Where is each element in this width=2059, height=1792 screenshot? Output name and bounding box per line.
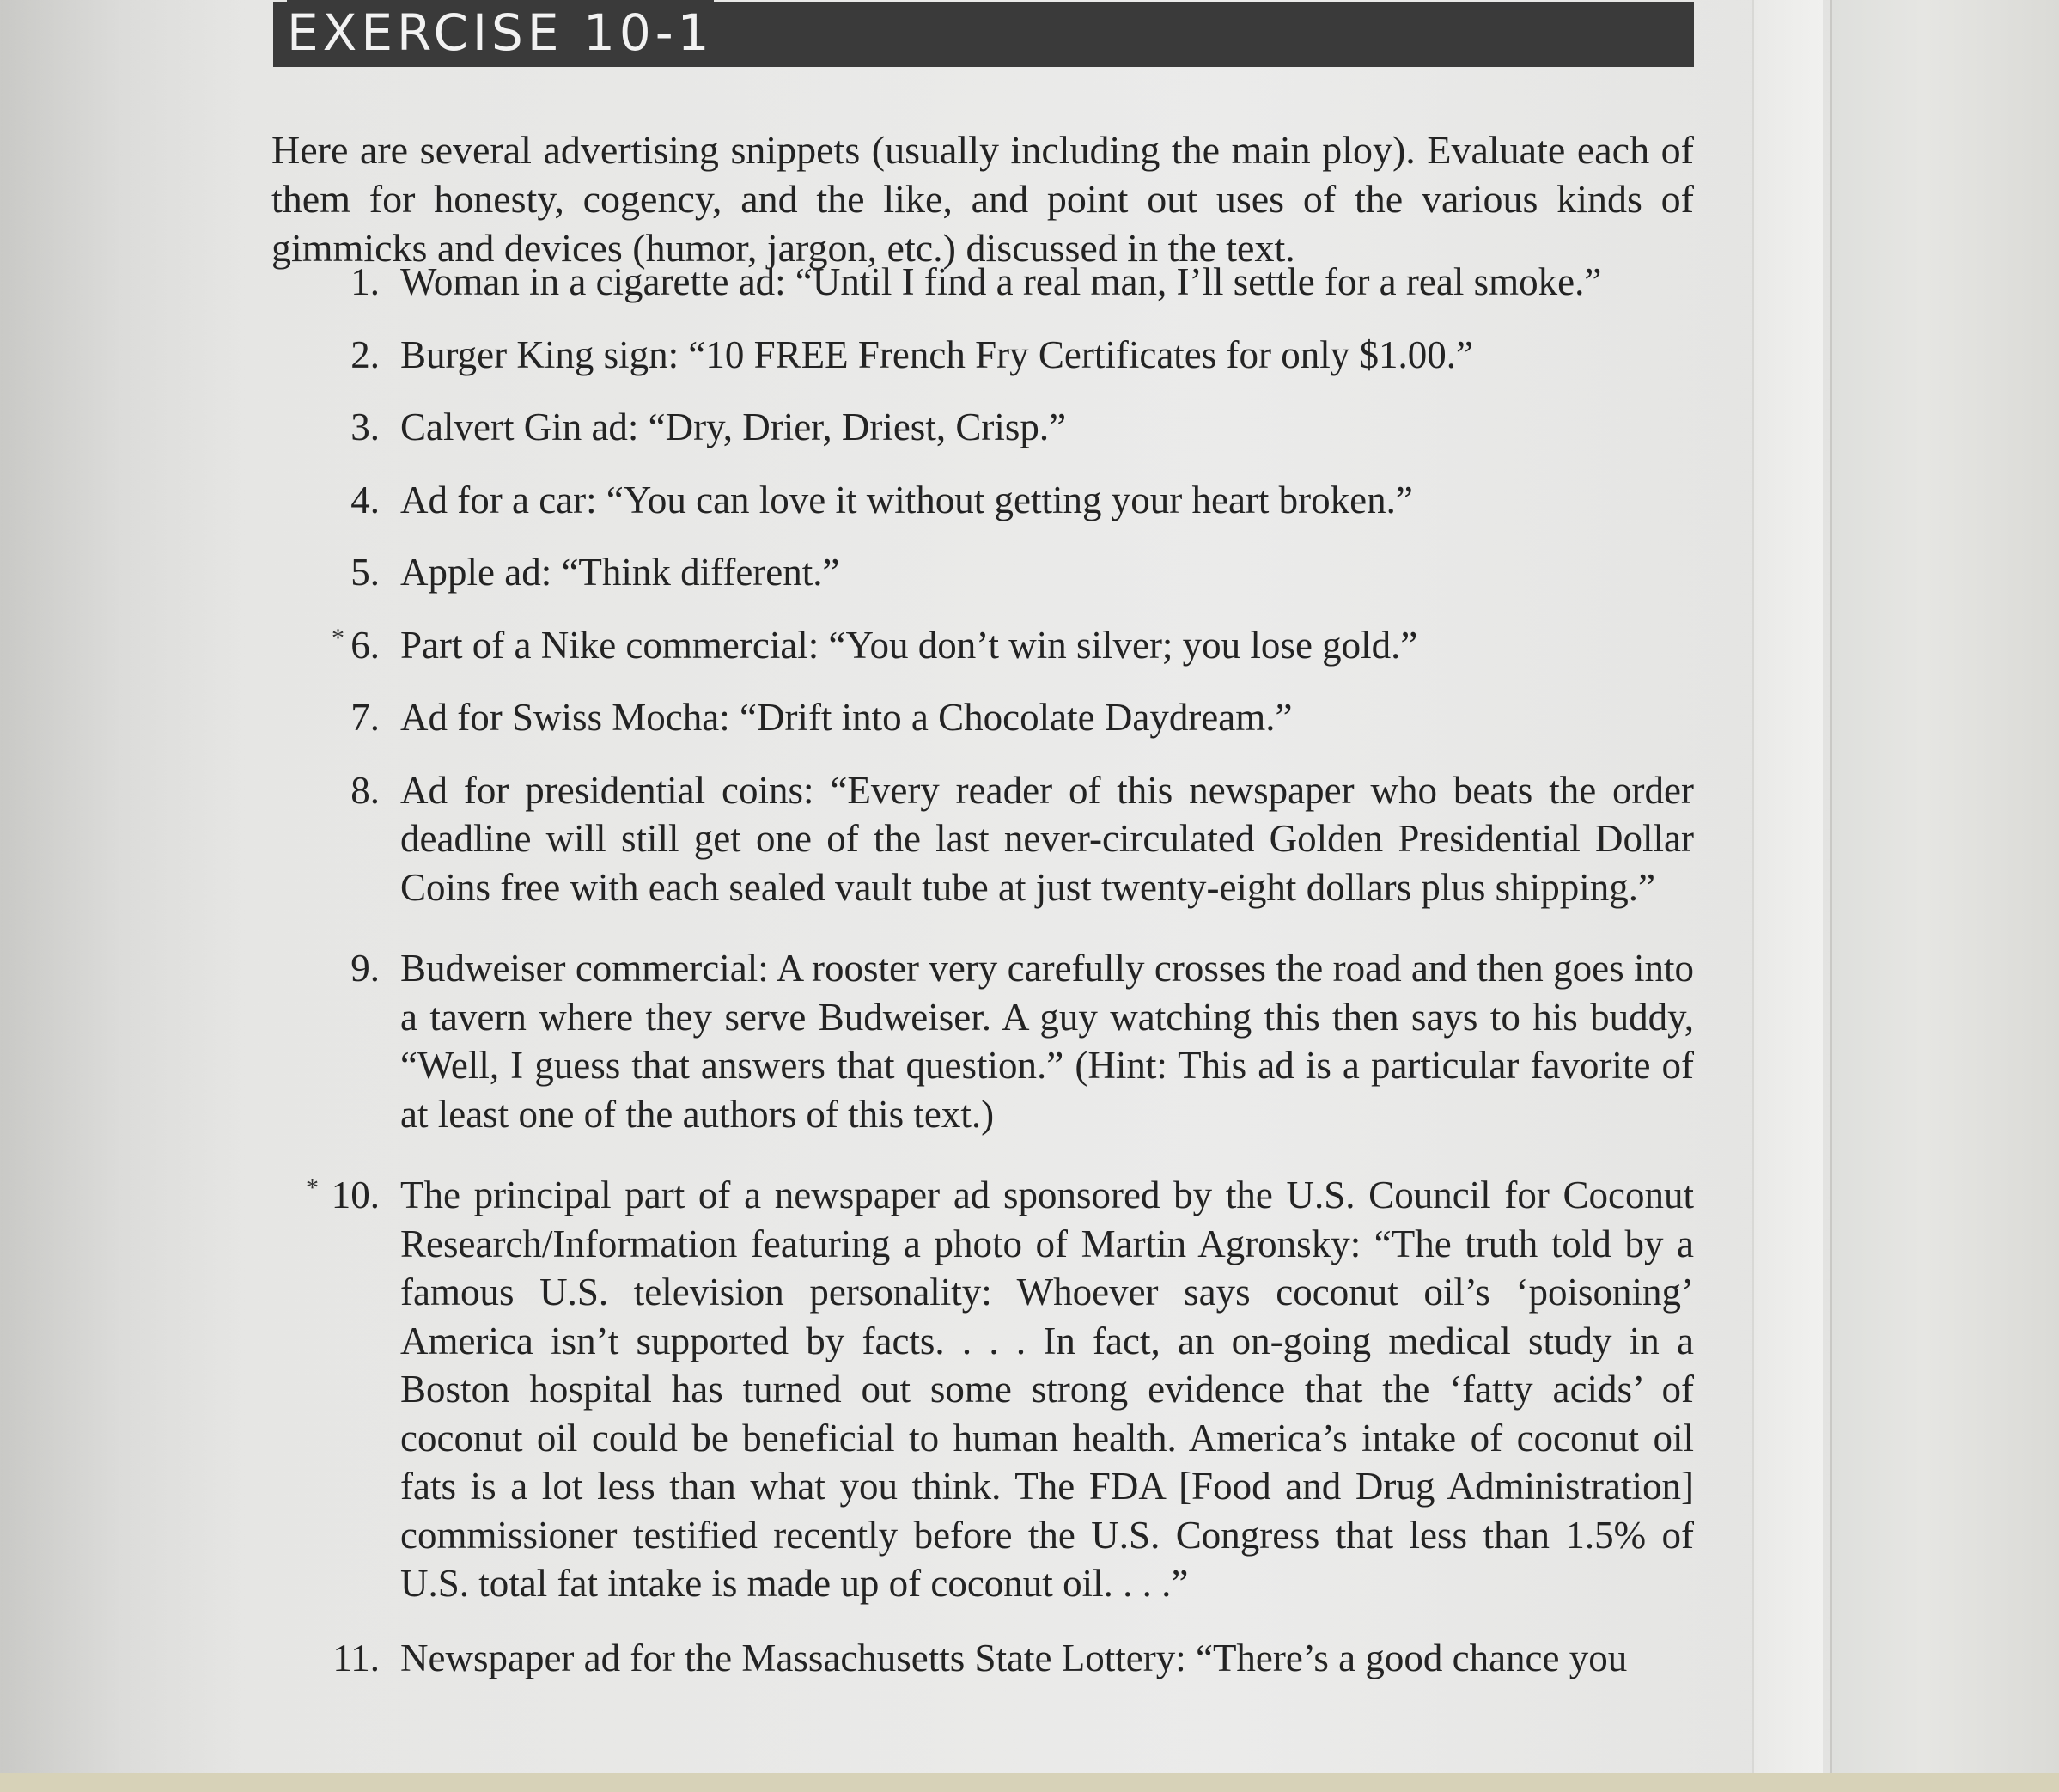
item-text: Woman in a cigarette ad: “Until I find a real man, I’ll settle for a real smoke.”	[400, 260, 1602, 303]
list-item	[309, 331, 1694, 380]
adjacent-page-edge	[1830, 0, 2059, 1792]
item-text: Budweiser commercial: A rooster very carefully crosses the road and then goes into a tavern where they serve Budweiser. A guy watching this then says to his buddy, “Well, I guess that answers that question.” (Hint: This ad is a particular favorite of at least one of the authors of this text.)	[400, 947, 1694, 1136]
starred-marker: *	[332, 623, 344, 652]
exercise-instructions: Here are several advertising snippets (usually including the main ploy). Evaluate each of them for honesty, cogency, and the like, and point out uses of the various kinds of gimmicks and devices (humor, jargon, etc.) discussed in the text.	[271, 128, 1694, 270]
advertising-snippet-list	[306, 258, 1694, 1706]
item-text: Ad for a car: “You can love it without getting your heart broken.”	[400, 478, 1413, 521]
list-item	[309, 944, 1694, 1138]
list-item	[309, 476, 1694, 525]
list-item	[309, 1634, 1694, 1683]
item-text: Apple ad: “Think different.”	[400, 551, 840, 594]
item-number: 5.	[350, 551, 380, 594]
list-item	[306, 1171, 1694, 1608]
item-number: 2.	[350, 332, 380, 376]
list-item	[309, 766, 1694, 912]
item-text: Ad for Swiss Mocha: “Drift into a Chocolate Daydream.”	[400, 696, 1293, 739]
list-item	[309, 548, 1694, 597]
item-number: 8.	[350, 768, 380, 812]
item-text: Burger King sign: “10 FREE French Fry Certificates for only $1.00.”	[400, 332, 1473, 376]
page-margin	[1752, 0, 1823, 1792]
item-number: 7.	[350, 696, 380, 739]
item-number: 11.	[332, 1636, 380, 1679]
item-number: 3.	[350, 405, 380, 448]
starred-marker: *	[306, 1173, 319, 1202]
item-text: Calvert Gin ad: “Dry, Drier, Driest, Crisp.”	[400, 405, 1067, 448]
item-number: 1.	[350, 260, 380, 303]
list-item	[309, 621, 1694, 670]
item-number: 4.	[350, 478, 380, 521]
desk-surface	[0, 1773, 2059, 1792]
item-number: 6.	[350, 623, 380, 667]
list-item	[309, 258, 1694, 307]
item-text: The principal part of a newspaper ad sponsored by the U.S. Council for Coconut Research/Information featuring a photo of Martin Agronsky: “The truth told by a famous U.S. television personality: Whoever says coconut oil’s ‘poisoning’ America isn’t supported by facts. . . . In fact, an on-going medical study in a Boston hospital has turned out some strong evidence that the ‘fatty acids’ of coconut oil could be beneficial to human health. America’s intake of coconut oil fats is a lot less than what you think. The FDA [Food and Drug Administration] commissioner testified recently before the U.S. Congress that less than 1.5% of U.S. total fat intake is made up of coconut oil. . . .”	[400, 1173, 1694, 1605]
exercise-title: EXERCISE 10-1	[287, 0, 714, 65]
item-text: Newspaper ad for the Massachusetts State Lottery: “There’s a good chance you	[400, 1636, 1628, 1679]
item-number: 9.	[350, 947, 380, 990]
item-text: Part of a Nike commercial: “You don’t win silver; you lose gold.”	[400, 623, 1418, 667]
item-number: 10.	[331, 1173, 380, 1216]
list-item	[309, 403, 1694, 452]
item-text: Ad for presidential coins: “Every reader of this newspaper who beats the order deadline will still get one of the last never-circulated Golden Presidential Dollar Coins free with each sealed vault tube at just twenty-eight dollars plus shipping.”	[400, 768, 1694, 909]
list-item	[309, 693, 1694, 742]
